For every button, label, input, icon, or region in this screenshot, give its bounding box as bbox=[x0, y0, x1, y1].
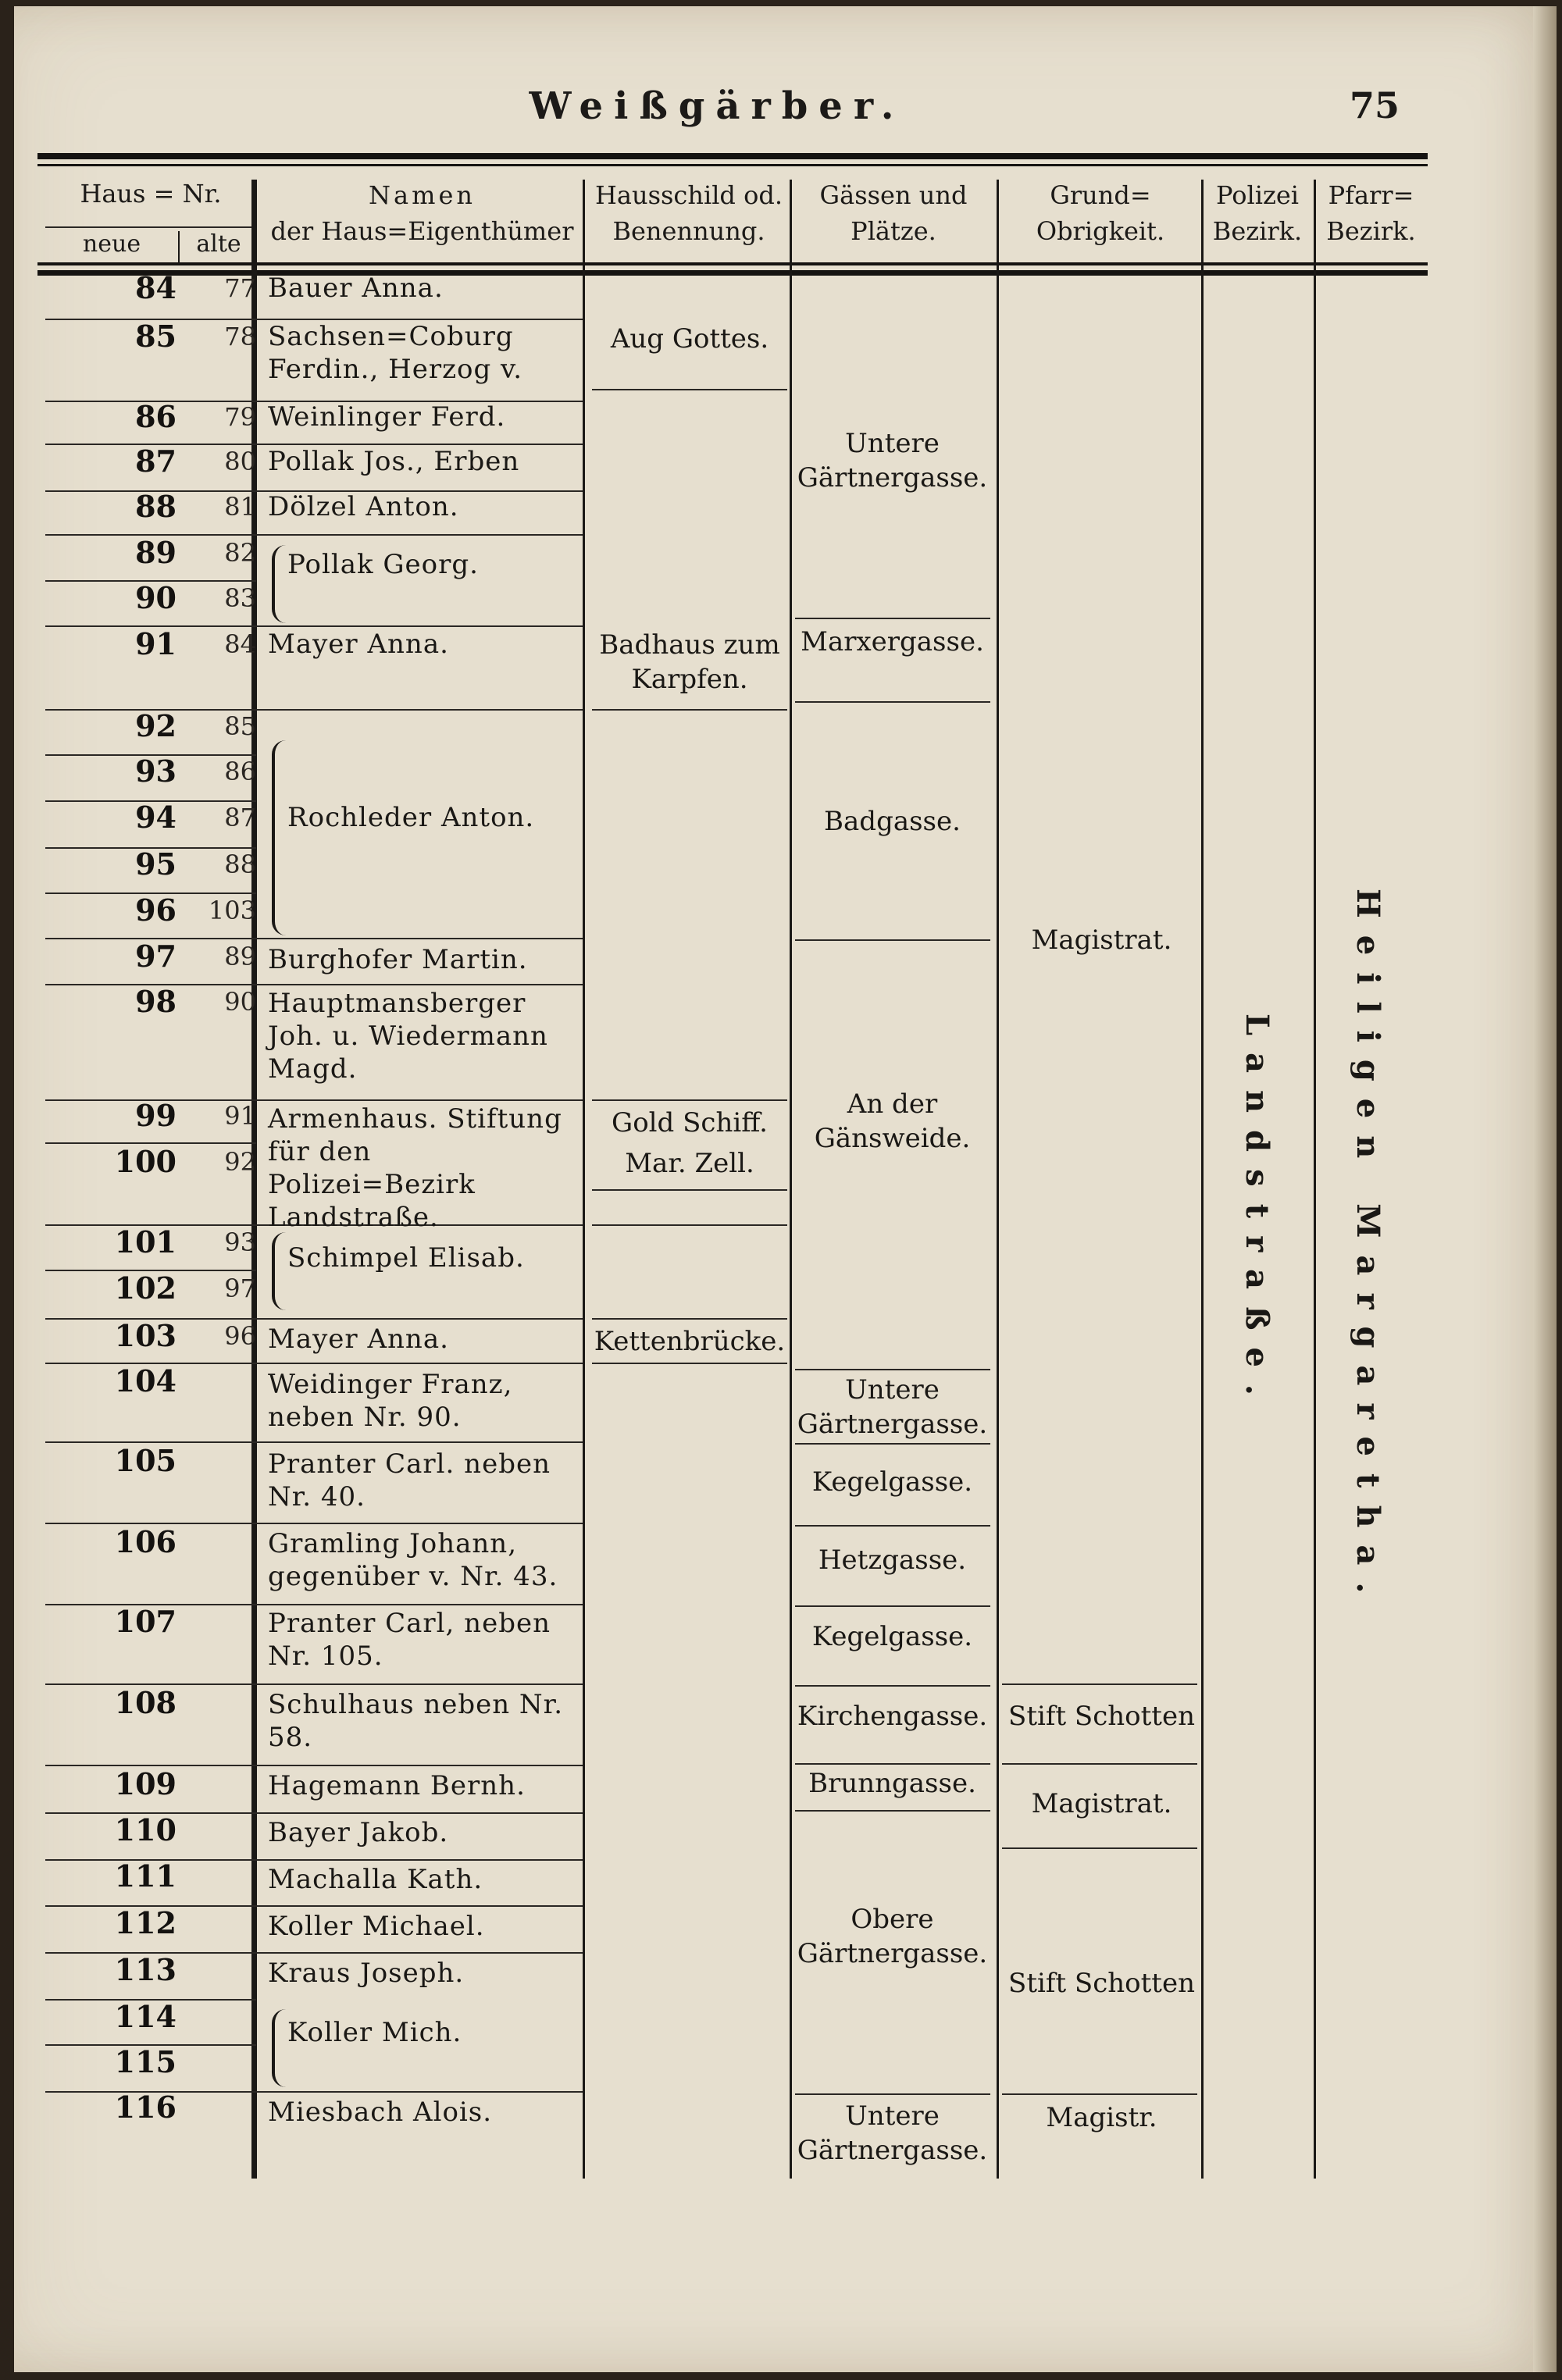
brace-group-101-102 bbox=[272, 1232, 286, 1310]
house-number-new: 90 bbox=[135, 580, 177, 615]
house-number-old: 86 bbox=[224, 757, 256, 786]
header-rule bbox=[37, 262, 1428, 265]
sign-rule bbox=[592, 1099, 787, 1101]
owner-name: Pollak Jos., Erben bbox=[268, 446, 520, 477]
house-number-new: 95 bbox=[135, 846, 177, 882]
col-rule-polizei bbox=[1314, 180, 1316, 2179]
owner-name: Weinlinger Ferd. bbox=[268, 401, 506, 433]
sign-rule bbox=[592, 709, 787, 711]
house-sign: Aug Gottes. bbox=[610, 323, 769, 355]
owner-name: Pollak Georg. bbox=[287, 549, 479, 580]
house-number-old: 78 bbox=[224, 322, 256, 351]
house-number-new: 99 bbox=[135, 1098, 177, 1133]
house-number-old: 87 bbox=[224, 803, 256, 832]
col-rule-grund bbox=[1201, 180, 1204, 2179]
page-number: 75 bbox=[1350, 84, 1400, 126]
street-name: An der Gänsweide. bbox=[814, 1088, 971, 1154]
house-number-new: 98 bbox=[135, 984, 177, 1019]
owner-name: Pranter Carl, neben Nr. 105. bbox=[268, 1608, 551, 1672]
owner-name: Schimpel Elisab. bbox=[287, 1242, 525, 1274]
grund-rule bbox=[1002, 1763, 1197, 1765]
col-rule-street bbox=[997, 180, 999, 2179]
street-rule bbox=[795, 1605, 990, 1607]
col-rule-names bbox=[583, 180, 585, 2179]
house-number-new: 110 bbox=[114, 1812, 177, 1847]
house-number-new: 86 bbox=[135, 399, 177, 434]
house-sign: Badhaus zum Karpfen. bbox=[599, 629, 780, 695]
running-title: Weißgärber. bbox=[529, 84, 905, 128]
house-number-new: 112 bbox=[114, 1905, 177, 1940]
owner-name: Pranter Carl. neben Nr. 40. bbox=[268, 1448, 551, 1512]
street-name: Untere Gärtnergasse. bbox=[797, 1374, 988, 1440]
owner-name: Sachsen=Coburg Ferdin., Herzog v. bbox=[268, 321, 523, 385]
pfarr-bezirk-vertical: Heiligen Margaretha. bbox=[1350, 889, 1386, 1611]
top-rule-thin bbox=[37, 164, 1428, 166]
owner-name: Rochleder Anton. bbox=[287, 802, 535, 833]
street-name: Kegelgasse. bbox=[811, 1621, 973, 1652]
street-name: Untere Gärtnergasse. bbox=[797, 428, 988, 493]
house-number-old: 81 bbox=[224, 492, 256, 522]
header-polizei: Polizei bbox=[1216, 180, 1299, 210]
header-neue: neue bbox=[82, 230, 141, 258]
house-number-new: 113 bbox=[114, 1952, 177, 1987]
house-number-old: 84 bbox=[224, 629, 256, 659]
house-number-old: 97 bbox=[224, 1274, 256, 1303]
house-number-new: 84 bbox=[135, 270, 177, 305]
house-number-new: 116 bbox=[114, 2090, 177, 2125]
street-name: Obere Gärtnergasse. bbox=[797, 1904, 988, 1969]
owner-name: Burghofer Martin. bbox=[268, 944, 528, 975]
street-rule bbox=[795, 1525, 990, 1527]
grund-obrigkeit: Magistrat. bbox=[1031, 925, 1172, 956]
owner-name: Hauptmansberger Joh. u. Wiedermann Magd. bbox=[268, 988, 548, 1085]
house-number-new: 92 bbox=[135, 708, 177, 743]
house-number-old: 93 bbox=[224, 1227, 256, 1257]
street-name: Hetzgasse. bbox=[818, 1545, 967, 1576]
owner-name: Bauer Anna. bbox=[268, 273, 444, 304]
house-number-new: 114 bbox=[114, 1999, 177, 2034]
street-name: Kegelgasse. bbox=[811, 1466, 973, 1498]
grund-obrigkeit: Stift Schotten bbox=[1008, 1701, 1195, 1732]
owner-name: Dölzel Anton. bbox=[268, 491, 459, 522]
owner-name: Weidinger Franz, neben Nr. 90. bbox=[268, 1369, 513, 1433]
street-name: Untere Gärtnergasse. bbox=[797, 2100, 988, 2166]
header-alte: alte bbox=[196, 230, 241, 258]
header-haus-nr: Haus = Nr. bbox=[80, 179, 222, 208]
owner-name: Armenhaus. Stiftung für den Polizei=Bezirk Landstraße. bbox=[268, 1103, 562, 1233]
sign-rule bbox=[592, 1224, 787, 1226]
header-pfarr-bezirk: Bezirk. bbox=[1326, 216, 1416, 246]
street-name: Marxergasse. bbox=[801, 626, 984, 657]
house-number-old: 89 bbox=[224, 942, 256, 971]
owner-name: Schulhaus neben Nr. 58. bbox=[268, 1689, 564, 1753]
page-edge-shadow bbox=[1533, 6, 1557, 2372]
header-polizei-bezirk: Bezirk. bbox=[1212, 216, 1303, 246]
house-number-new: 102 bbox=[114, 1270, 177, 1306]
street-name: Badgasse. bbox=[824, 806, 961, 837]
street-rule bbox=[795, 1763, 990, 1765]
street-rule bbox=[795, 2093, 990, 2095]
house-number-old: 77 bbox=[224, 273, 256, 303]
house-number-old: 90 bbox=[224, 987, 256, 1017]
grund-obrigkeit: Magistr. bbox=[1046, 2102, 1157, 2133]
house-number-old: 92 bbox=[224, 1147, 256, 1177]
house-number-new: 107 bbox=[114, 1604, 177, 1639]
owner-name: Miesbach Alois. bbox=[268, 2097, 493, 2128]
header-eigenthuemer: der Haus=Eigenthümer bbox=[270, 216, 574, 246]
top-rule bbox=[37, 153, 1428, 159]
house-number-new: 104 bbox=[114, 1363, 177, 1398]
owner-name: Machalla Kath. bbox=[268, 1864, 483, 1895]
street-rule bbox=[795, 1810, 990, 1812]
owner-name: Koller Mich. bbox=[287, 2017, 462, 2048]
house-number-old: 103 bbox=[208, 896, 256, 925]
grund-rule bbox=[1002, 2093, 1197, 2095]
owner-name: Bayer Jakob. bbox=[268, 1817, 449, 1848]
brace-group-92-96 bbox=[272, 740, 286, 935]
street-rule bbox=[795, 939, 990, 941]
street-rule bbox=[795, 701, 990, 703]
owner-name: Mayer Anna. bbox=[268, 1324, 449, 1355]
house-number-new: 106 bbox=[114, 1524, 177, 1559]
street-rule bbox=[795, 1443, 990, 1445]
house-number-new: 108 bbox=[114, 1685, 177, 1720]
street-name: Kirchengasse. bbox=[797, 1701, 988, 1732]
house-number-new: 89 bbox=[135, 535, 177, 570]
house-number-new: 94 bbox=[135, 800, 177, 835]
sign-rule bbox=[592, 389, 787, 390]
house-number-old: 88 bbox=[224, 850, 256, 879]
header-pfarr: Pfarr= bbox=[1328, 180, 1414, 210]
house-number-new: 88 bbox=[135, 489, 177, 524]
owner-name: Kraus Joseph. bbox=[268, 1958, 465, 1989]
house-sign: Kettenbrücke. bbox=[594, 1326, 786, 1357]
owner-name: Hagemann Bernh. bbox=[268, 1770, 526, 1801]
house-number-new: 97 bbox=[135, 939, 177, 974]
grund-obrigkeit: Magistrat. bbox=[1031, 1788, 1172, 1819]
grund-rule bbox=[1002, 1847, 1197, 1849]
house-number-old: 83 bbox=[224, 583, 256, 613]
house-number-new: 87 bbox=[135, 444, 177, 479]
grund-obrigkeit: Stift Schotten bbox=[1008, 1968, 1195, 1999]
house-number-new: 85 bbox=[135, 319, 177, 354]
owner-name: Mayer Anna. bbox=[268, 629, 449, 660]
sign-rule bbox=[592, 1318, 787, 1320]
house-sign: Gold Schiff. bbox=[612, 1107, 768, 1138]
house-number-new: 96 bbox=[135, 892, 177, 928]
col-rule-nr bbox=[178, 231, 180, 264]
street-rule bbox=[795, 618, 990, 619]
house-number-new: 101 bbox=[114, 1224, 177, 1259]
house-number-new: 115 bbox=[114, 2044, 177, 2079]
polizei-bezirk-vertical: Landstraße. bbox=[1239, 1014, 1275, 1413]
house-number-new: 93 bbox=[135, 754, 177, 789]
col-rule-numbers bbox=[251, 180, 257, 2179]
house-sign: Mar. Zell. bbox=[625, 1148, 754, 1179]
house-number-new: 91 bbox=[135, 626, 177, 661]
house-number-new: 103 bbox=[114, 1318, 177, 1353]
header-benennung: Benennung. bbox=[612, 216, 765, 246]
house-number-new: 100 bbox=[114, 1144, 177, 1179]
sign-rule bbox=[592, 1189, 787, 1191]
house-number-old: 80 bbox=[224, 447, 256, 476]
house-number-old: 96 bbox=[224, 1321, 256, 1351]
grund-rule bbox=[1002, 1683, 1197, 1685]
header-grund: Grund= bbox=[1050, 180, 1151, 210]
street-rule bbox=[795, 1369, 990, 1370]
header-hausschild: Hausschild od. bbox=[594, 180, 783, 210]
header-subrule bbox=[45, 226, 256, 228]
street-rule bbox=[795, 1685, 990, 1687]
street-name: Brunngasse. bbox=[808, 1768, 976, 1799]
house-number-old: 91 bbox=[224, 1101, 256, 1131]
owner-name: Gramling Johann, gegenüber v. Nr. 43. bbox=[268, 1528, 558, 1592]
brace-group-89-90 bbox=[272, 545, 286, 623]
header-plaetze: Plätze. bbox=[851, 216, 936, 246]
book-page bbox=[14, 6, 1557, 2372]
header-namen: Namen bbox=[369, 180, 476, 210]
header-gassen: Gässen und bbox=[819, 180, 968, 210]
house-number-old: 79 bbox=[224, 402, 256, 432]
house-number-old: 85 bbox=[224, 711, 256, 741]
house-number-new: 111 bbox=[114, 1858, 177, 1894]
house-number-old: 82 bbox=[224, 538, 256, 568]
house-number-new: 105 bbox=[114, 1443, 177, 1478]
header-obrigkeit: Obrigkeit. bbox=[1036, 216, 1165, 246]
sign-rule bbox=[592, 1363, 787, 1364]
brace-group-114-115 bbox=[272, 2009, 286, 2087]
house-number-new: 109 bbox=[114, 1766, 177, 1801]
owner-name: Koller Michael. bbox=[268, 1911, 485, 1942]
